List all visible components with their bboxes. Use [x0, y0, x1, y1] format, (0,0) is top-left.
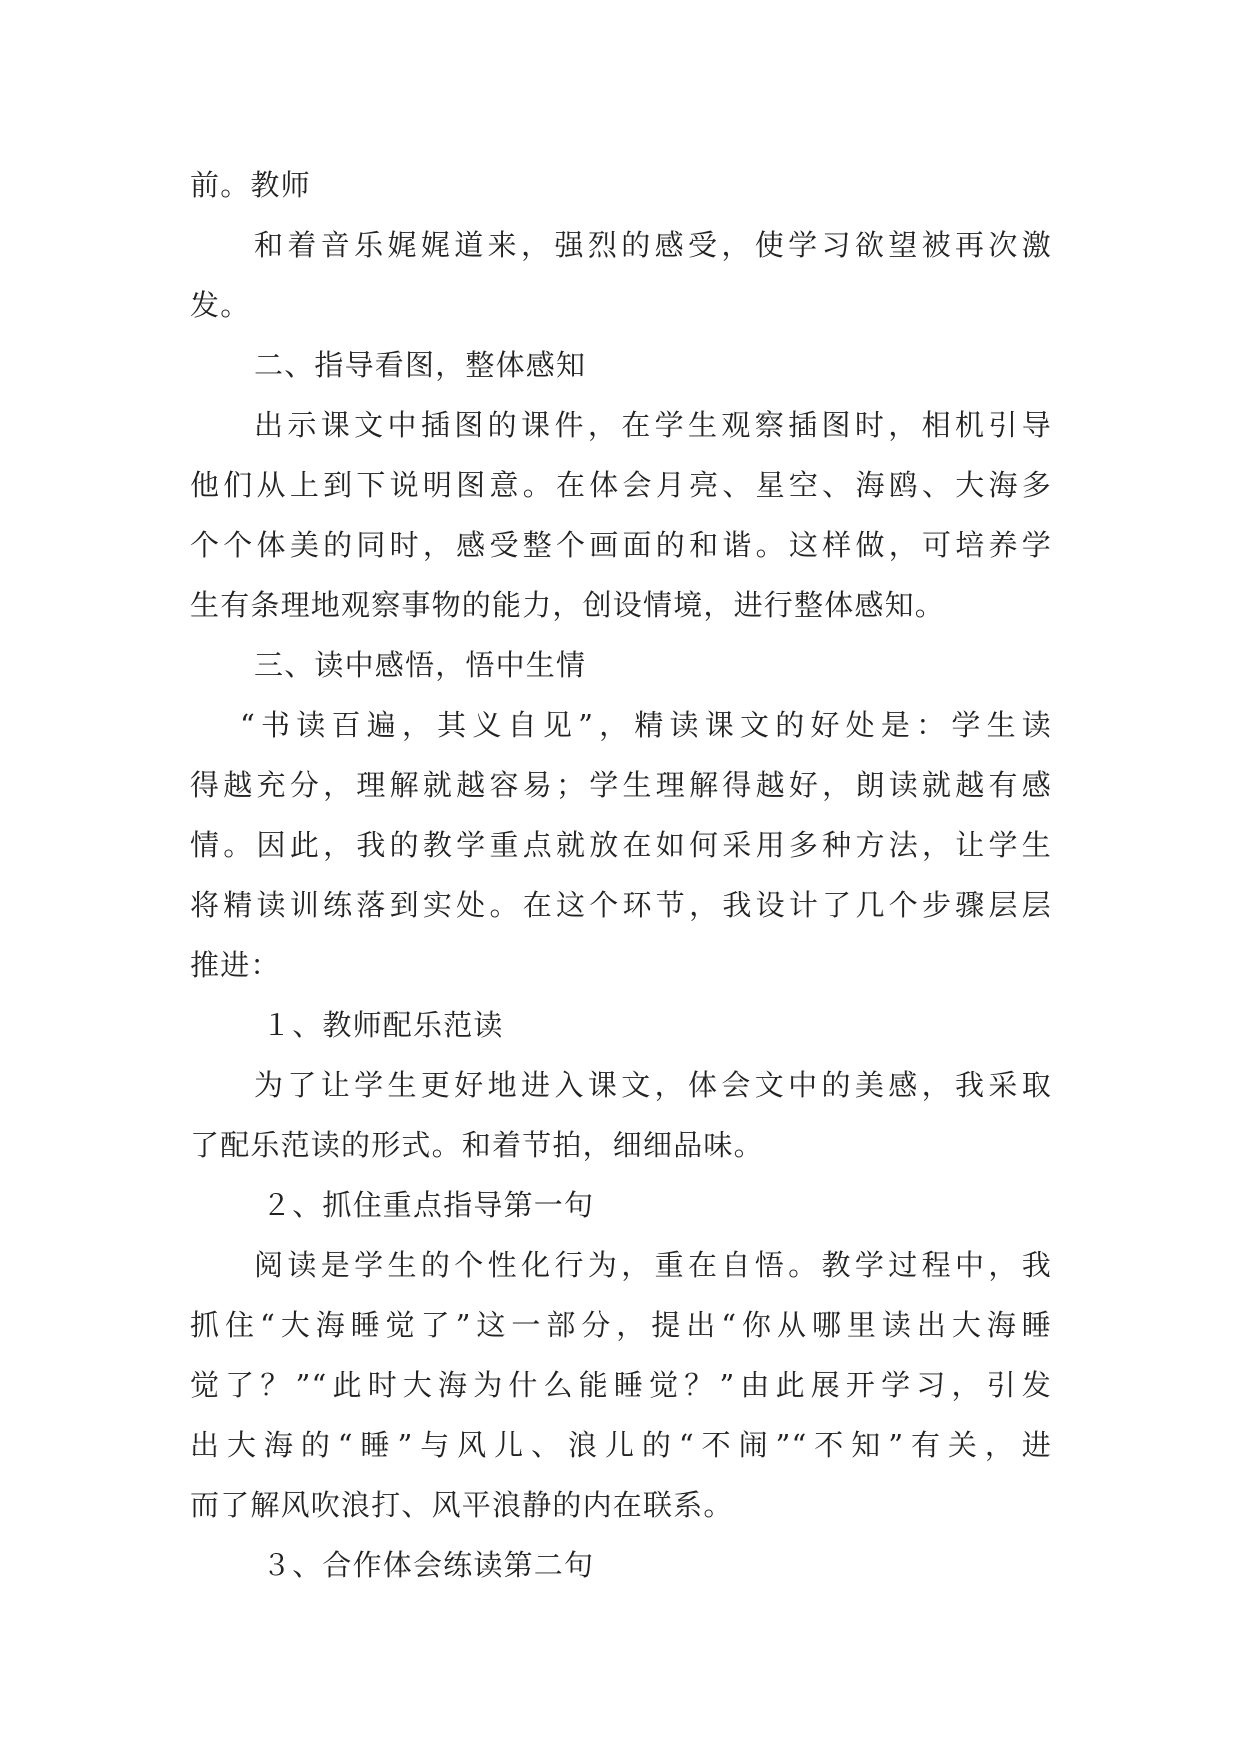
section-heading: 三、读中感悟，悟中生情: [254, 648, 587, 682]
text-line: 和着音乐娓娓道来，强烈的感受，使学习欲望被再次激: [254, 228, 1052, 262]
text-line: 个个体美的同时，感受整个画面的和谐。这样做，可培养学: [190, 528, 1052, 562]
subsection-heading: １、教师配乐范读: [262, 1008, 504, 1042]
text-line: 将精读训练落到实处。在这个环节，我设计了几个步骤层层: [190, 888, 1052, 922]
text-line: 抓住“大海睡觉了”这一部分，提出“你从哪里读出大海睡: [190, 1308, 1052, 1342]
text-line: 得越充分，理解就越容易；学生理解得越好，朗读就越有感: [190, 768, 1052, 802]
text-line: 觉了？”“此时大海为什么能睡觉？”由此展开学习，引发: [190, 1368, 1052, 1402]
subsection-heading: ２、抓住重点指导第一句: [262, 1188, 595, 1222]
text-line: 前。教师: [190, 168, 311, 202]
text-line: 推进：: [190, 948, 281, 982]
text-line: 阅读是学生的个性化行为，重在自悟。教学过程中，我: [254, 1248, 1052, 1282]
text-line: 为了让学生更好地进入课文，体会文中的美感，我采取: [254, 1068, 1052, 1102]
text-line: 情。因此，我的教学重点就放在如何采用多种方法，让学生: [190, 828, 1052, 862]
text-line: 出示课文中插图的课件，在学生观察插图时，相机引导: [254, 408, 1052, 442]
text-line: 他们从上到下说明图意。在体会月亮、星空、海鸥、大海多: [190, 468, 1052, 502]
text-line: 了配乐范读的形式。和着节拍，细细品味。: [190, 1128, 764, 1162]
document-page: [190, 155, 1052, 1595]
text-line: 而了解风吹浪打、风平浪静的内在联系。: [190, 1488, 734, 1522]
text-line: 出大海的“睡”与风儿、浪儿的“不闹”“不知”有关，进: [190, 1428, 1052, 1462]
text-line: 发。: [190, 288, 251, 322]
subsection-heading: ３、合作体会练读第二句: [262, 1548, 595, 1582]
text-line: “书读百遍，其义自见”，精读课文的好处是：学生读: [240, 708, 1052, 742]
text-line: 生有条理地观察事物的能力，创设情境，进行整体感知。: [190, 588, 946, 622]
section-heading: 二、指导看图，整体感知: [254, 348, 587, 382]
